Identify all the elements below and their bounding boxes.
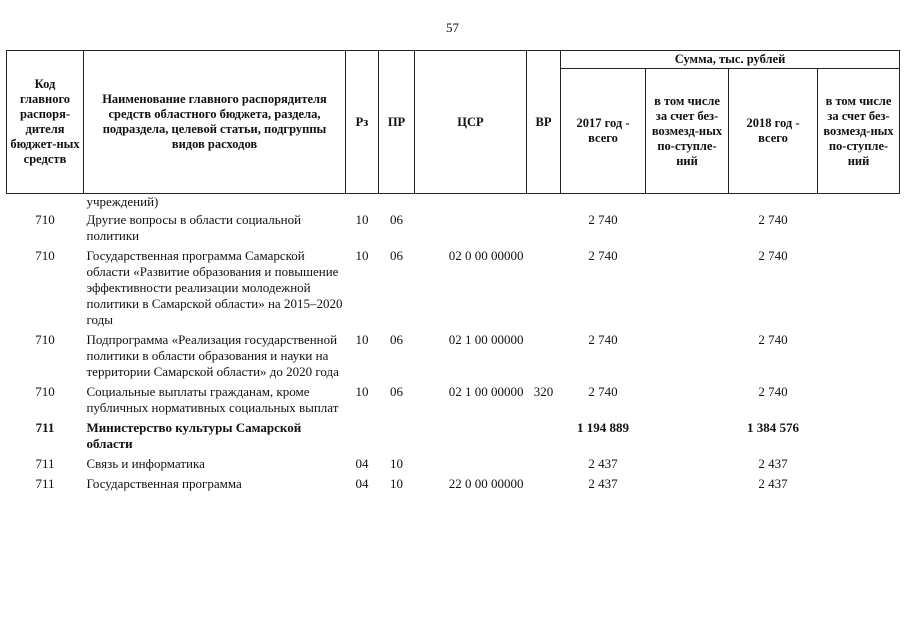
header-2018-free: в том числе за счет без-возмезд-ных по-ступле-ний	[818, 69, 900, 194]
pr-cell: 06	[390, 248, 403, 263]
table-row	[7, 380, 900, 416]
rz-cell: 04	[355, 476, 369, 491]
sum-2017-free-cell	[646, 472, 729, 492]
sum-2017-free-cell	[646, 452, 729, 472]
name-cell: Подпрограмма «Реализация государственной политики в области образования и науки на территории Самарской области» до 2020 года	[86, 332, 339, 379]
vr-cell	[527, 328, 561, 380]
header-2018-total: 2018 год - всего	[729, 69, 818, 194]
header-sum-group: Сумма, тыс. рублей	[561, 51, 900, 69]
csr-cell	[415, 416, 527, 452]
continuation-text: учреждений)	[86, 194, 159, 209]
header-csr: ЦСР	[415, 51, 527, 194]
code-cell: 711	[35, 456, 55, 471]
name-cell: Министерство культуры Самарской области	[86, 420, 302, 451]
csr-cell: 02 1 00 00000	[448, 384, 524, 399]
sum-2017-free-cell	[646, 244, 729, 328]
csr-cell: 02 1 00 00000	[448, 332, 524, 347]
header-rz: Рз	[346, 51, 379, 194]
vr-cell	[527, 209, 561, 244]
sum-2017-free-cell	[646, 416, 729, 452]
name-cell: Государственная программа	[86, 476, 242, 491]
code-cell: 711	[35, 476, 55, 491]
table-header	[7, 51, 900, 194]
sum-2017-cell: 2 740	[588, 332, 618, 347]
pr-cell	[379, 416, 415, 452]
table-row	[7, 452, 900, 472]
sum-2017-free-cell	[646, 380, 729, 416]
sum-2018-cell: 2 740	[758, 248, 788, 263]
vr-cell: 320	[533, 384, 554, 399]
table-row	[7, 416, 900, 452]
name-cell: Другие вопросы в области социальной политики	[86, 212, 302, 243]
sum-2018-free-cell	[818, 328, 900, 380]
vr-cell	[527, 244, 561, 328]
code-cell: 710	[35, 248, 55, 263]
pr-cell: 06	[390, 332, 403, 347]
table-row	[7, 328, 900, 380]
rz-cell: 10	[355, 212, 369, 227]
sum-2018-cell: 2 740	[758, 384, 788, 399]
rz-cell: 04	[355, 456, 369, 471]
code-cell: 710	[35, 212, 55, 227]
table-row	[7, 209, 900, 244]
page-number: 57	[446, 20, 459, 35]
pr-cell: 10	[390, 456, 403, 471]
sum-2017-free-cell	[646, 209, 729, 244]
sum-2017-cell: 1 194 889	[577, 420, 629, 435]
pr-cell: 06	[390, 384, 403, 399]
name-cell: Социальные выплаты гражданам, кроме публичных нормативных социальных выплат	[86, 384, 339, 415]
sum-2018-cell: 2 740	[758, 332, 788, 347]
sum-2018-free-cell	[818, 380, 900, 416]
sum-2018-cell: 2 437	[758, 456, 788, 471]
name-cell: Государственная программа Самарской области «Развитие образования и повышение эффективности реализации молодежной политики в Самарской области» на 2015–2020 годы	[86, 248, 343, 327]
header-name: Наименование главного распорядителя средств областного бюджета, раздела, подраздела, целевой статьи, подгруппы видов расходов	[84, 51, 346, 194]
budget-table	[6, 50, 900, 492]
header-pr: ПР	[379, 51, 415, 194]
sum-2017-cell: 2 437	[588, 456, 618, 471]
rz-cell	[346, 416, 379, 452]
sum-2018-free-cell	[818, 244, 900, 328]
rz-cell: 10	[355, 384, 369, 399]
header-2017-total: 2017 год - всего	[561, 69, 646, 194]
sum-2017-cell: 2 740	[588, 212, 618, 227]
header-2017-free: в том числе за счет без-возмезд-ных по-ступле-ний	[646, 69, 729, 194]
csr-cell: 22 0 00 00000	[448, 476, 524, 491]
sum-2018-free-cell	[818, 472, 900, 492]
table-row	[7, 472, 900, 492]
sum-2018-cell: 2 740	[758, 212, 788, 227]
pr-cell: 06	[390, 212, 403, 227]
sum-2017-cell: 2 437	[588, 476, 618, 491]
sum-2018-free-cell	[818, 452, 900, 472]
sum-2018-free-cell	[818, 209, 900, 244]
rz-cell: 10	[355, 332, 369, 347]
csr-cell	[415, 452, 527, 472]
sum-2018-free-cell	[818, 416, 900, 452]
sum-2018-cell: 1 384 576	[747, 420, 799, 435]
code-cell: 711	[35, 420, 55, 435]
header-code: Код главного распоря-дителя бюджет-ных средств	[7, 51, 84, 194]
code-cell: 710	[35, 384, 55, 399]
sum-2017-cell: 2 740	[588, 248, 618, 263]
sum-2017-cell: 2 740	[588, 384, 618, 399]
csr-cell: 02 0 00 00000	[448, 248, 524, 263]
rz-cell: 10	[355, 248, 369, 263]
vr-cell	[527, 472, 561, 492]
vr-cell	[527, 416, 561, 452]
table-row	[7, 244, 900, 328]
sum-2018-cell: 2 437	[758, 476, 788, 491]
table-body	[7, 194, 900, 493]
continuation-row	[7, 194, 900, 210]
sum-2017-free-cell	[646, 328, 729, 380]
header-vr: ВР	[527, 51, 561, 194]
csr-cell	[415, 209, 527, 244]
pr-cell: 10	[390, 476, 403, 491]
code-cell: 710	[35, 332, 55, 347]
name-cell: Связь и информатика	[86, 456, 205, 471]
vr-cell	[527, 452, 561, 472]
